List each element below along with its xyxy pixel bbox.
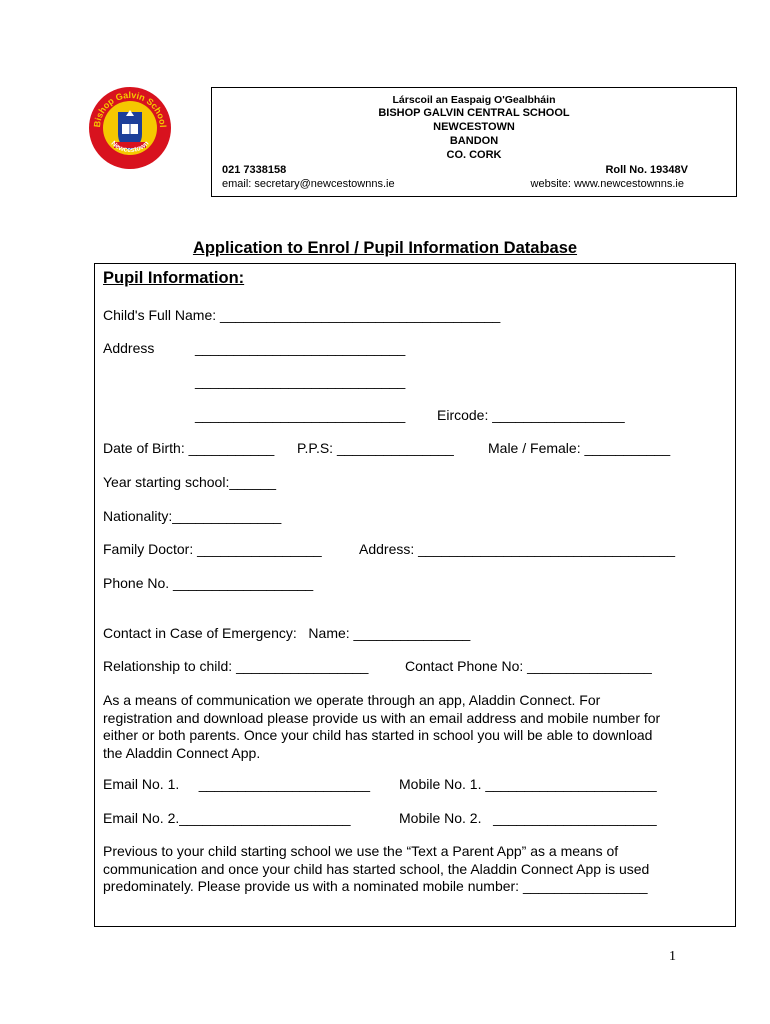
- aladdin-connect-paragraph: [103, 692, 733, 762]
- town: NEWCESTOWN: [433, 121, 515, 133]
- logo-text-bottom: Newcestown: [109, 140, 151, 155]
- paragraph-line: either or both parents. Once your child has started in school you will be able to download: [103, 727, 653, 743]
- email-2-field[interactable]: Email No. 2.______________________: [103, 810, 351, 826]
- eircode-field[interactable]: Eircode: _________________: [437, 407, 625, 423]
- email-1-field[interactable]: Email No. 1. ______________________: [103, 776, 370, 792]
- nationality-field[interactable]: Nationality:______________: [103, 508, 282, 524]
- paragraph-line: As a means of communication we operate through an app, Aladdin Connect. For: [103, 692, 601, 708]
- child-name-field[interactable]: Child's Full Name: ____________________________________: [103, 307, 501, 323]
- doctor-address-field[interactable]: Address: _________________________________: [359, 541, 676, 557]
- school-email: email: secretary@newcestownns.ie: [222, 178, 395, 190]
- pupil-information-box: [94, 263, 736, 927]
- page-number: 1: [669, 949, 676, 964]
- document-title: Application to Enrol / Pupil Information Database: [192, 239, 578, 257]
- dob-field[interactable]: Date of Birth: ___________: [103, 440, 275, 456]
- pps-field[interactable]: P.P.S: _______________: [297, 440, 454, 456]
- logo-text-top: Bishop Galvin School: [91, 89, 169, 128]
- school-header: [211, 87, 737, 197]
- school-crest-logo: [88, 86, 172, 170]
- school-website: website: www.newcestownns.ie: [530, 178, 684, 190]
- family-doctor-field[interactable]: Family Doctor: ________________: [103, 541, 322, 557]
- roll-number: Roll No. 19348V: [605, 164, 688, 176]
- locality: BANDON: [449, 135, 499, 147]
- paragraph-line: registration and download please provide us with an email address and mobile number for: [103, 709, 661, 726]
- contact-phone-field[interactable]: Contact Phone No: ________________: [405, 658, 652, 674]
- gender-field[interactable]: Male / Female: ___________: [488, 440, 671, 456]
- address-line-2[interactable]: ___________________________: [195, 373, 406, 389]
- address-label: Address: [103, 340, 155, 356]
- school-name: BISHOP GALVIN CENTRAL SCHOOL: [378, 107, 570, 119]
- paragraph-line[interactable]: predominately. Please provide us with a nominated mobile number: ________________: [103, 878, 648, 894]
- mobile-1-field[interactable]: Mobile No. 1. ______________________: [399, 776, 657, 792]
- school-phone: 021 7338158: [222, 164, 287, 176]
- irish-name: Lárscoil an Easpaig O'Gealbháin: [392, 94, 556, 106]
- relationship-field[interactable]: Relationship to child: _________________: [103, 658, 369, 674]
- address-line-3[interactable]: ___________________________: [195, 407, 406, 423]
- mobile-2-field[interactable]: Mobile No. 2. _____________________: [399, 810, 657, 826]
- county: CO. CORK: [446, 149, 502, 161]
- paragraph-line: the Aladdin Connect App.: [103, 744, 261, 761]
- address-line-1[interactable]: ___________________________: [195, 340, 406, 356]
- paragraph-line: communication and once your child has started school, the Aladdin Connect App is used: [103, 860, 650, 877]
- paragraph-line: Previous to your child starting school we use the “Text a Parent App” as a means of: [103, 843, 619, 859]
- phone-no-field[interactable]: Phone No. __________________: [103, 575, 314, 591]
- text-a-parent-paragraph: [103, 843, 733, 896]
- section-title: Pupil Information:: [103, 269, 245, 287]
- emergency-contact-field[interactable]: Contact in Case of Emergency: Name: _______________: [103, 625, 471, 641]
- year-starting-field[interactable]: Year starting school:______: [103, 474, 277, 490]
